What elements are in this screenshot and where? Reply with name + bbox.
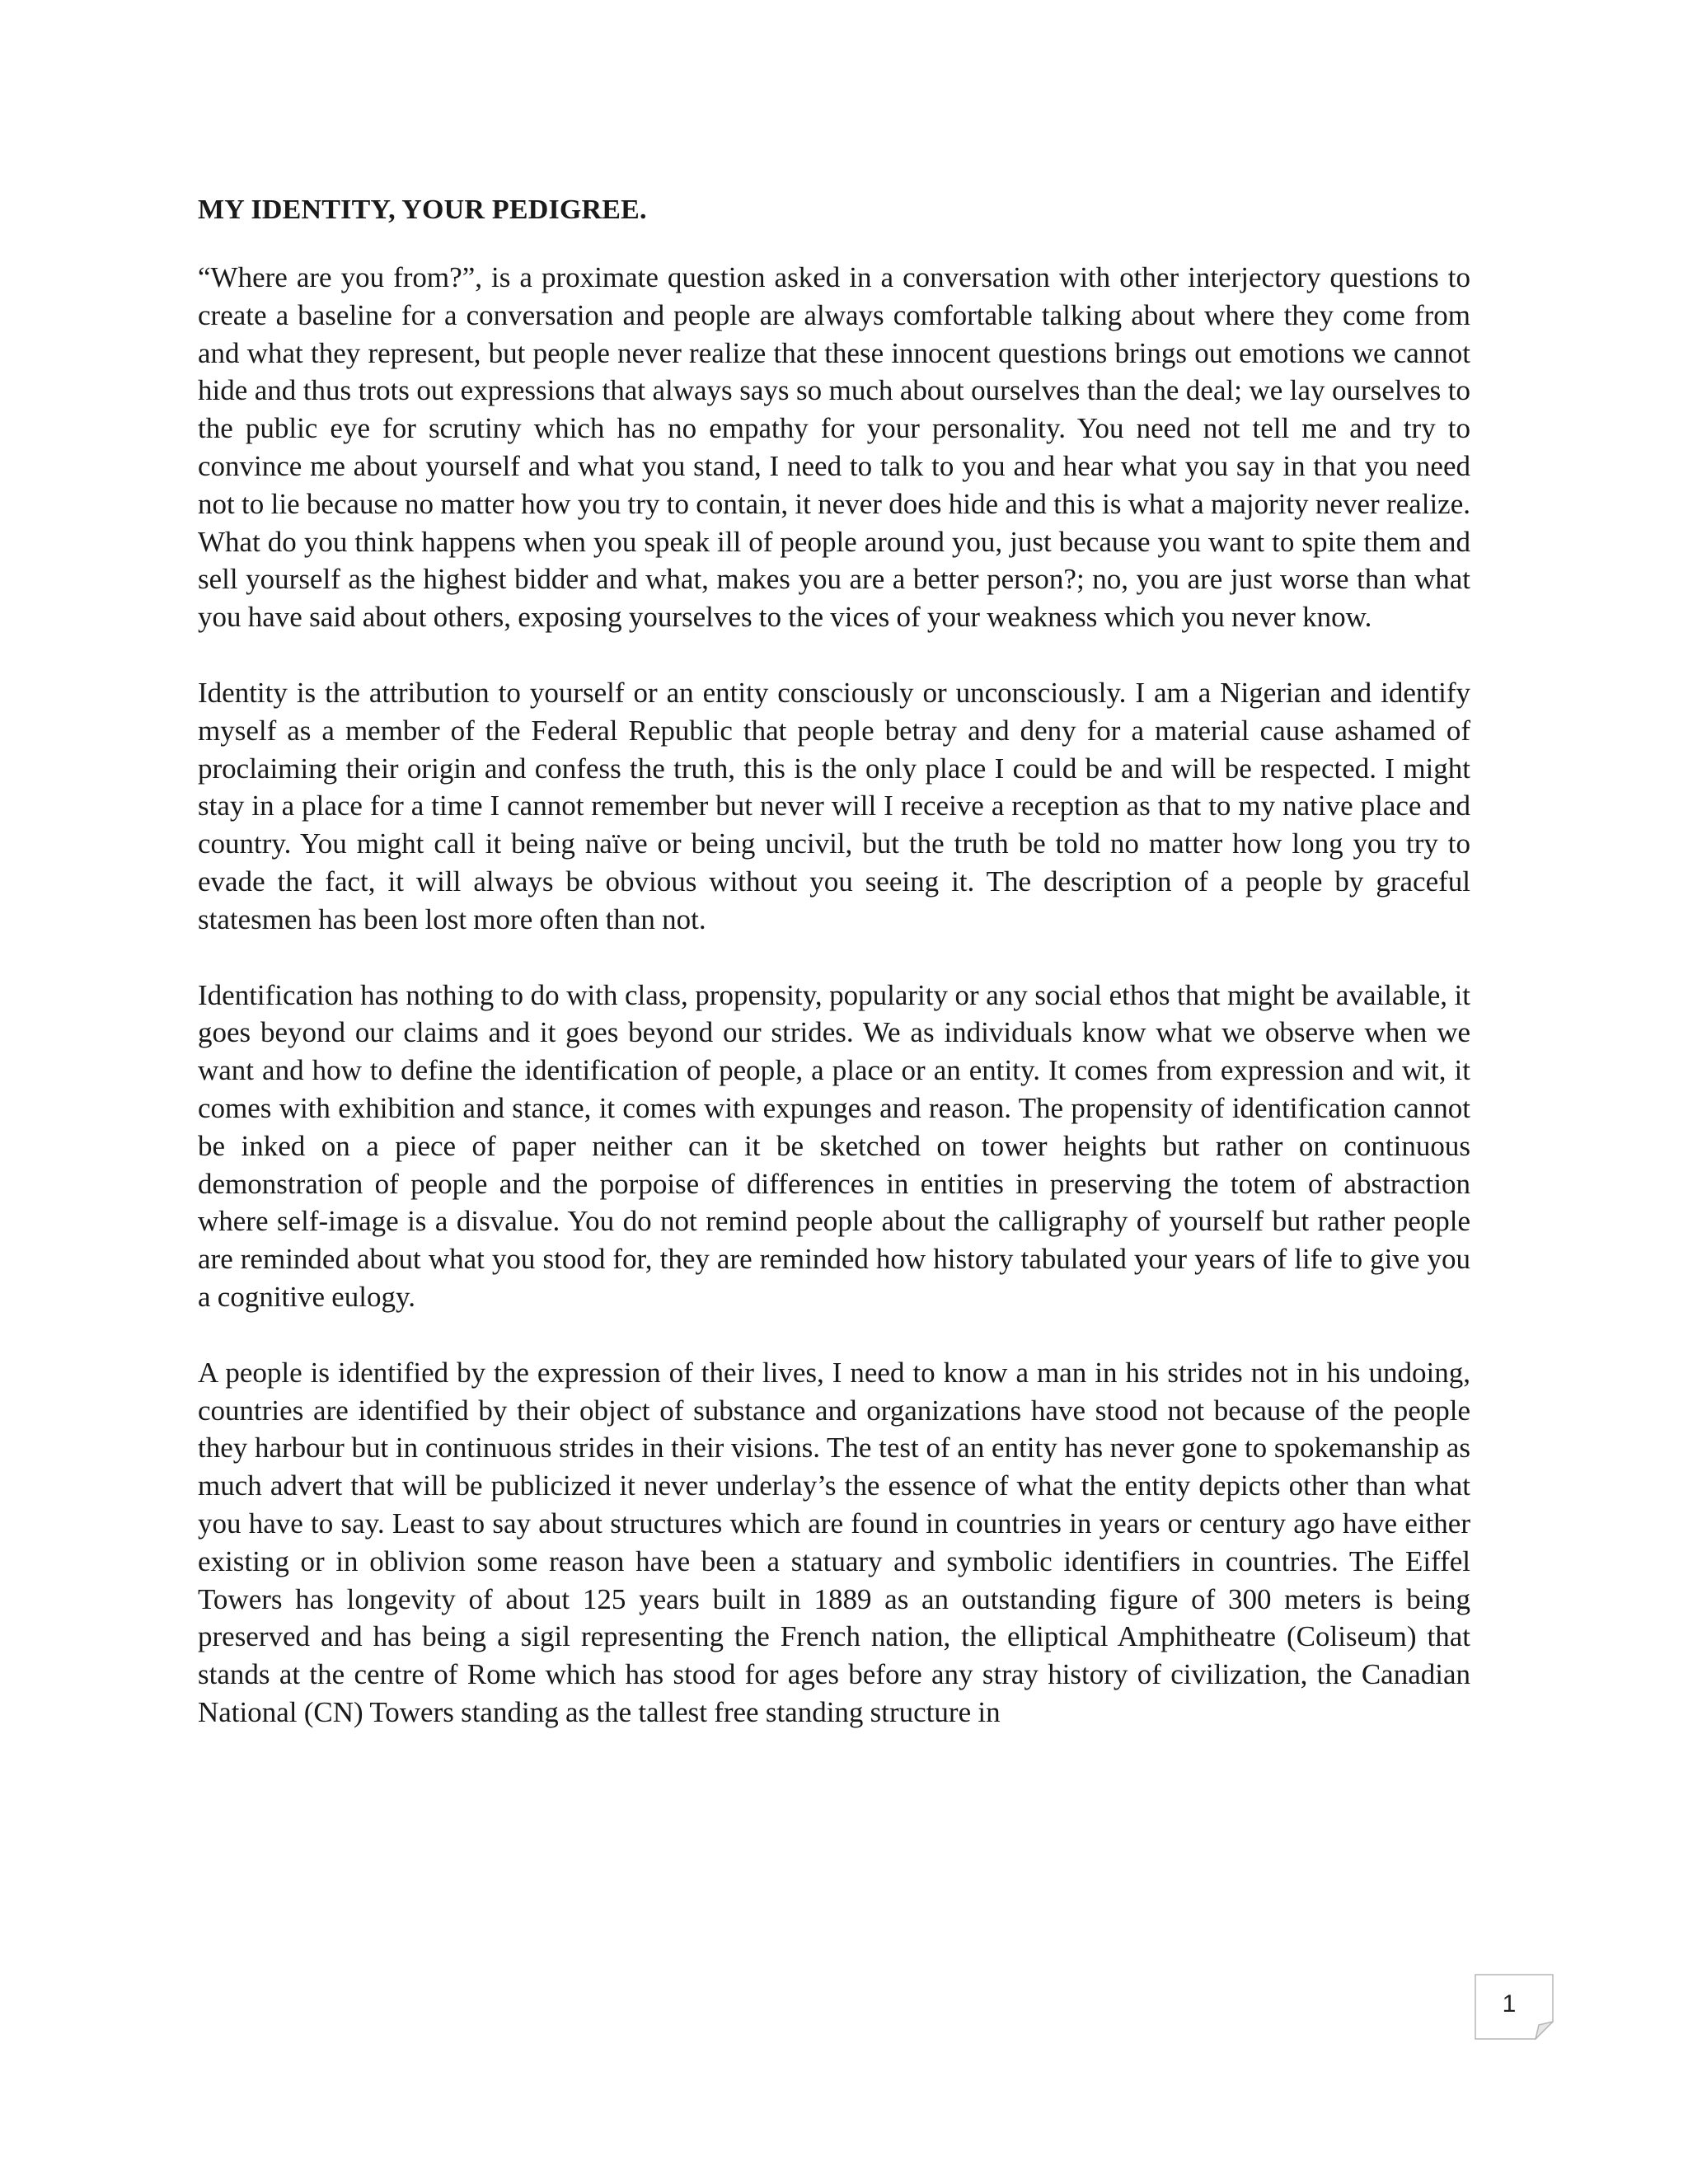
page-number: 1: [1502, 1990, 1517, 2018]
page-number-box: [1475, 1974, 1554, 2040]
paragraph-2: Identity is the attribution to yourself or an entity consciously or unconsciously. I am a Nigerian and identify myself as a member of the Federal Republic that people betray and deny for a material cause ashamed of proclaiming their origin and confess the truth, this is the only place I could be and will be respected. I might stay in a place for a time I cannot remember but never will I receive a reception as that to my native place and country. You might call it being naïve or being uncivil, but the truth be told no matter how long you try to evade the fact, it will always be obvious without you seeing it. The description of a people by graceful statesmen has been lost more often than not.: [198, 676, 1470, 935]
paragraph-1: “Where are you from?”, is a proximate question asked in a conversation with other interjectory questions to create a baseline for a conversation and people are always comfortable talking about where they come from and what they represent, but people never realize that these innocent questions brings out emotions we cannot hide and thus trots out expressions that always says so much about ourselves than the deal; we lay ourselves to the public eye for scrutiny which has no empathy for your personality. You need not tell me and try to convince me about yourself and what you stand, I need to talk to you and hear what you say in that you need not to lie because no matter how you try to contain, it never does hide and this is what a majority never realize. What do you think happens when you speak ill of people around you, just because you want to spite them and sell yourself as the highest bidder and what, makes you are a better person?; no, you are just worse than what you have said about others, exposing yourselves to the vices of your weakness which you never know.: [198, 261, 1470, 634]
paragraph-3: Identification has nothing to do with class, propensity, popularity or any social ethos that might be available, it goes beyond our claims and it goes beyond our strides. We as individuals know what we observe when we want and how to define the identification of people, a place or an entity. It comes from expression and wit, it comes with exhibition and stance, it comes with expunges and reason. The propensity of identification cannot be inked on a piece of paper neither can it be sketched on tower heights but rather on continuous demonstration of people and the porpoise of differences in entities in preserving the totem of abstraction where self-image is a disvalue. You do not remind people about the calligraphy of yourself but rather people are reminded about what you stood for, they are reminded how history tabulated your years of life to give you a cognitive eulogy.: [198, 978, 1470, 1313]
paragraph-4: A people is identified by the expression of their lives, I need to know a man in his strides not in his undoing, countries are identified by their object of substance and organizations have stood not because of the people they harbour but in continuous strides in their visions. The test of an entity has never gone to spokemanship as much advert that will be publicized it never underlay’s the essence of what the entity depicts other than what you have to say. Least to say about structures which are found in countries in years or century ago have either existing or in oblivion some reason have been a statuary and symbolic identifiers in countries. The Eiffel Towers has longevity of about 125 years built in 1889 as an outstanding figure of 300 meters is being preserved and has being a sigil representing the French nation, the elliptical Amphitheatre (Coliseum) that stands at the centre of Rome which has stood for ages before any stray history of civilization, the Canadian National (CN) Towers standing as the tallest free standing structure in: [198, 1356, 1470, 1728]
document-body: [198, 191, 1470, 1732]
document-title: MY IDENTITY, YOUR PEDIGREE.: [198, 194, 647, 225]
